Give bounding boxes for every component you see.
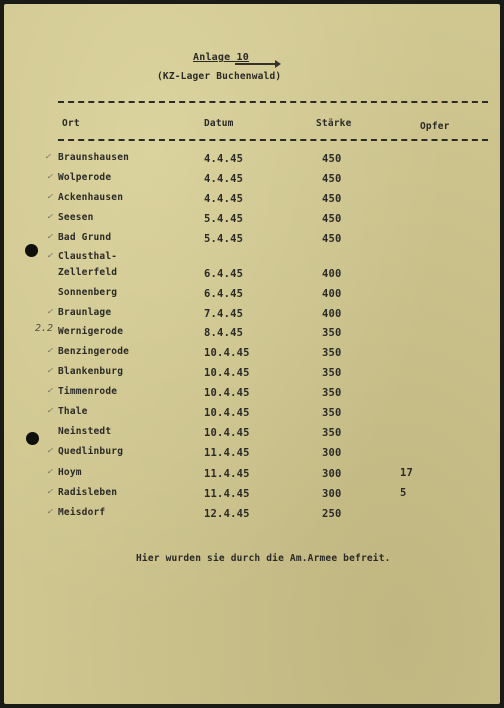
header-rule-top xyxy=(58,101,488,103)
column-header-datum: Datum xyxy=(204,118,234,129)
table-cell-staerke: 450 xyxy=(322,213,342,225)
table-cell-datum: 10.4.45 xyxy=(204,427,250,439)
check-mark: ✓ xyxy=(47,487,53,497)
table-cell-ort: Neinstedt xyxy=(58,426,112,437)
table-cell-staerke: 350 xyxy=(322,407,342,419)
table-cell-datum: 4.4.45 xyxy=(204,193,244,205)
table-cell-staerke: 450 xyxy=(322,193,342,205)
table-cell-staerke: 300 xyxy=(322,468,342,480)
table-cell-datum: 4.4.45 xyxy=(204,173,244,185)
check-mark: ✓ xyxy=(47,366,53,376)
annex-subtitle: (KZ-Lager Buchenwald) xyxy=(157,71,282,82)
table-cell-datum: 4.4.45 xyxy=(204,153,244,165)
table-cell-ort: Wernigerode xyxy=(58,326,124,337)
check-mark: ✓ xyxy=(45,152,51,162)
punch-hole-lower xyxy=(26,432,39,445)
table-cell-ort: Quedlinburg xyxy=(58,446,124,457)
table-cell-opfer: 17 xyxy=(400,467,414,479)
table-cell-ort: Zellerfeld xyxy=(58,267,118,278)
table-cell-datum: 11.4.45 xyxy=(204,488,250,500)
table-cell-ort: Braunshausen xyxy=(58,152,130,163)
table-cell-ort: Hoym xyxy=(58,467,82,478)
table-cell-ort: Braunlage xyxy=(58,307,112,318)
table-cell-datum: 5.4.45 xyxy=(204,233,244,245)
table-cell-datum: 6.4.45 xyxy=(204,268,244,280)
check-mark: ✓ xyxy=(47,346,53,356)
table-cell-ort: Radisleben xyxy=(58,487,118,498)
check-mark: ✓ xyxy=(47,507,53,517)
column-header-opfer: Opfer xyxy=(420,121,450,132)
column-header-ort: Ort xyxy=(62,118,80,129)
table-cell-staerke: 350 xyxy=(322,327,342,339)
table-cell-datum: 11.4.45 xyxy=(204,447,250,459)
column-header-staerke: Stärke xyxy=(316,118,352,129)
table-cell-ort: Clausthal- xyxy=(58,251,118,262)
table-cell-datum: 12.4.45 xyxy=(204,508,250,520)
check-mark: ✓ xyxy=(47,251,53,261)
check-mark: ✓ xyxy=(47,172,53,182)
table-cell-ort: Blankenburg xyxy=(58,366,124,377)
check-mark: ✓ xyxy=(47,212,53,222)
header-rule-bottom xyxy=(58,139,488,141)
table-cell-ort: Benzingerode xyxy=(58,346,130,357)
table-cell-ort: Wolperode xyxy=(58,172,112,183)
table-cell-datum: 5.4.45 xyxy=(204,213,244,225)
table-cell-staerke: 400 xyxy=(322,268,342,280)
table-cell-staerke: 300 xyxy=(322,447,342,459)
check-mark: ✓ xyxy=(47,467,53,477)
table-cell-staerke: 300 xyxy=(322,488,342,500)
table-cell-opfer: 5 xyxy=(400,487,407,499)
table-cell-datum: 8.4.45 xyxy=(204,327,244,339)
table-cell-ort: Meisdorf xyxy=(58,507,106,518)
table-cell-ort: Timmenrode xyxy=(58,386,118,397)
table-cell-staerke: 400 xyxy=(322,308,342,320)
table-cell-ort: Bad Grund xyxy=(58,232,112,243)
table-cell-staerke: 350 xyxy=(322,367,342,379)
table-cell-staerke: 350 xyxy=(322,387,342,399)
check-mark: ✓ xyxy=(47,232,53,242)
table-cell-datum: 10.4.45 xyxy=(204,347,250,359)
table-cell-datum: 10.4.45 xyxy=(204,367,250,379)
table-cell-ort: Ackenhausen xyxy=(58,192,124,203)
table-cell-staerke: 350 xyxy=(322,427,342,439)
check-mark: ✓ xyxy=(47,386,53,396)
table-cell-ort: Seesen xyxy=(58,212,94,223)
check-mark: ✓ xyxy=(47,307,53,317)
table-cell-datum: 7.4.45 xyxy=(204,308,244,320)
table-cell-staerke: 250 xyxy=(322,508,342,520)
table-cell-datum: 6.4.45 xyxy=(204,288,244,300)
check-mark: ✓ xyxy=(47,406,53,416)
table-cell-staerke: 450 xyxy=(322,173,342,185)
table-cell-datum: 10.4.45 xyxy=(204,387,250,399)
punch-hole-upper xyxy=(25,244,38,257)
footer-note: Hier wurden sie durch die Am.Armee befreit. xyxy=(136,553,391,564)
table-cell-datum: 11.4.45 xyxy=(204,468,250,480)
margin-note: 2.2 xyxy=(35,323,54,334)
table-cell-staerke: 400 xyxy=(322,288,342,300)
table-cell-ort: Sonnenberg xyxy=(58,287,118,298)
annex-title: Anlage 10 xyxy=(193,52,249,63)
table-cell-staerke: 450 xyxy=(322,233,342,245)
check-mark: ✓ xyxy=(47,192,53,202)
table-cell-staerke: 450 xyxy=(322,153,342,165)
table-cell-staerke: 350 xyxy=(322,347,342,359)
table-cell-ort: Thale xyxy=(58,406,88,417)
check-mark: ✓ xyxy=(47,446,53,456)
annex-underline-arrow xyxy=(235,63,279,65)
table-cell-datum: 10.4.45 xyxy=(204,407,250,419)
